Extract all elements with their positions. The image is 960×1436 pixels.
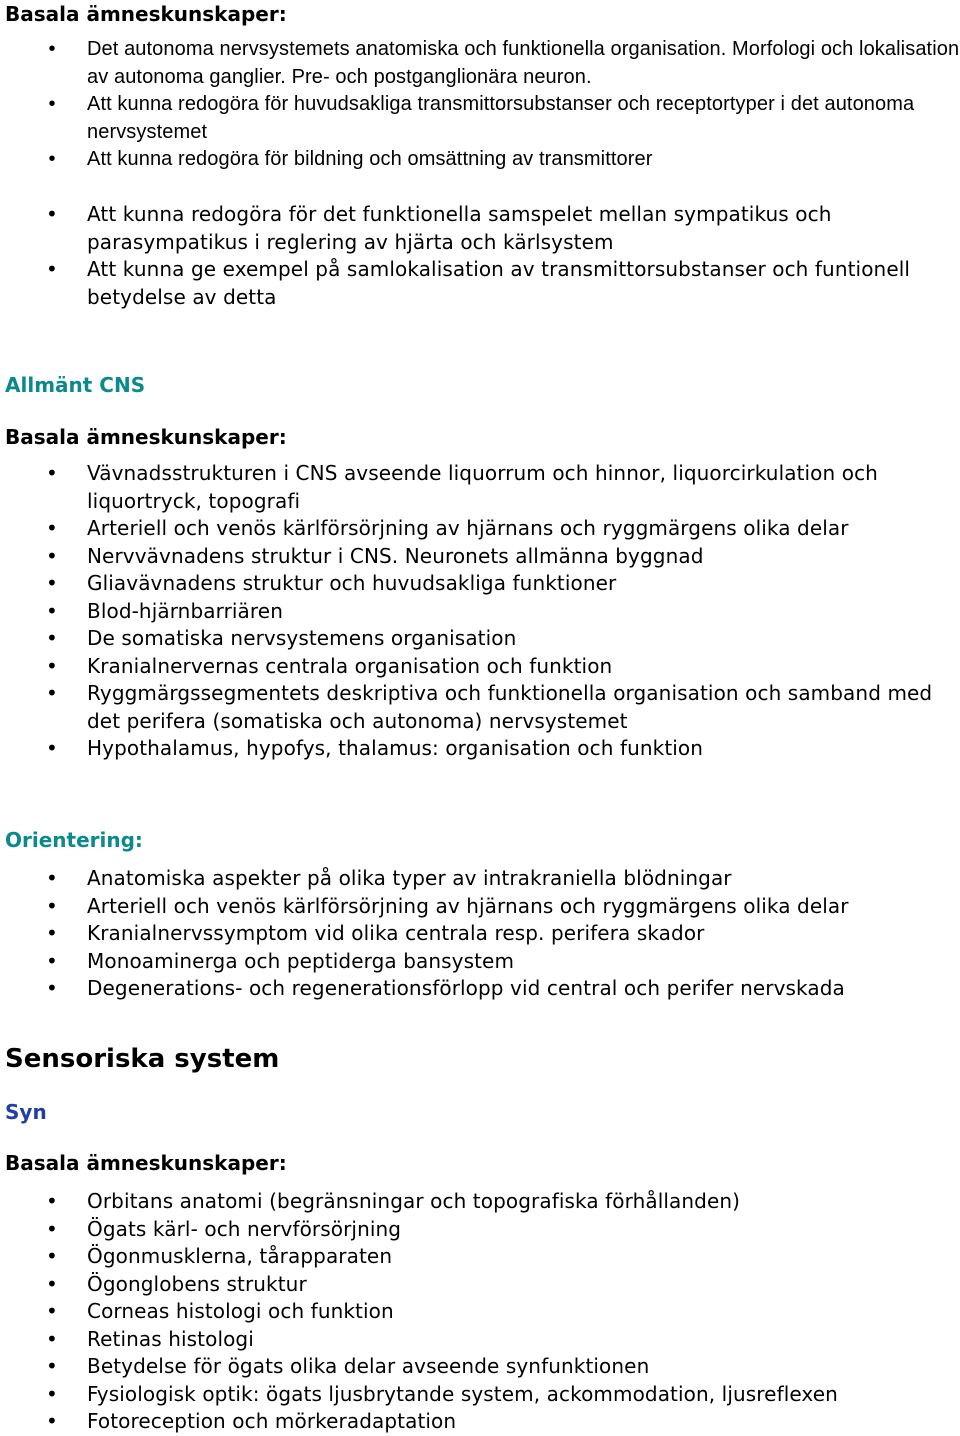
bullet-list-autonomic bbox=[0, 36, 960, 174]
list-item bbox=[0, 570, 960, 598]
section-heading-basala-2: Basala ämneskunskaper: bbox=[5, 425, 287, 449]
list-item-text: Det autonoma nervsystemets anatomiska och funktionella organisation. Morfologi och lokalisation av autonoma ganglier. Pre- och postganglionära neuron. bbox=[87, 38, 960, 88]
bullet-list-autonomic-cont bbox=[0, 201, 960, 311]
bullet-icon: • bbox=[46, 921, 58, 945]
list-item-text: Retinas histologi bbox=[87, 1326, 254, 1351]
bullet-icon: • bbox=[46, 681, 58, 705]
list-item-text: Att kunna redogöra för huvudsakliga transmittorsubstanser och receptortyper i det autonoma nervsystemet bbox=[87, 93, 915, 143]
bullet-list-syn bbox=[0, 1188, 960, 1436]
list-item-text: Att kunna redogöra för det funktionella samspelet mellan sympatikus och parasympatikus i reglering av hjärta och kärlsystem bbox=[87, 202, 832, 254]
list-item-text: Arteriell och venös kärlförsörjning av hjärnans och ryggmärgens olika delar bbox=[87, 893, 849, 918]
bullet-icon: • bbox=[46, 1409, 58, 1433]
list-item bbox=[0, 543, 960, 571]
bullet-icon: • bbox=[46, 653, 58, 678]
list-item-text: Nervvävnadens struktur i CNS. Neuronets allmänna byggnad bbox=[87, 543, 704, 568]
list-item bbox=[0, 1353, 960, 1381]
bullet-icon: • bbox=[46, 202, 58, 226]
section-heading-basala-1: Basala ämneskunskaper: bbox=[5, 2, 287, 26]
bullet-icon: • bbox=[46, 571, 58, 595]
list-item-text: De somatiska nervsystemens organisation bbox=[87, 626, 517, 650]
list-item bbox=[0, 1243, 960, 1271]
list-item bbox=[0, 598, 960, 626]
list-item-text: Gliavävnadens struktur och huvudsakliga funktioner bbox=[87, 571, 617, 595]
list-item-text: Ögonmusklerna, tårapparaten bbox=[87, 1244, 393, 1268]
list-item-text: Monoaminerga och peptiderga bansystem bbox=[87, 948, 515, 973]
bullet-icon: • bbox=[46, 736, 58, 760]
list-item-text: Blod-hjärnbarriären bbox=[87, 598, 283, 623]
list-item-text: Ögonglobens struktur bbox=[87, 1271, 307, 1296]
list-item bbox=[0, 893, 960, 921]
list-item bbox=[0, 865, 960, 893]
bullet-icon: • bbox=[46, 1381, 58, 1406]
list-item bbox=[0, 735, 960, 763]
bullet-icon: • bbox=[46, 543, 58, 568]
bullet-icon: • bbox=[46, 1189, 58, 1213]
list-item bbox=[0, 1216, 960, 1244]
list-item bbox=[0, 36, 960, 91]
bullet-list-orientering bbox=[0, 865, 960, 1003]
list-item bbox=[0, 625, 960, 653]
bullet-icon: • bbox=[46, 893, 58, 918]
list-item-text: Fotoreception och mörkeradaptation bbox=[87, 1409, 457, 1433]
bullet-icon: • bbox=[46, 948, 58, 973]
bullet-icon: • bbox=[46, 866, 58, 890]
list-item bbox=[0, 680, 960, 735]
list-item-text: Anatomiska aspekter på olika typer av intrakraniella blödningar bbox=[87, 866, 732, 890]
list-item bbox=[0, 1188, 960, 1216]
bullet-icon: • bbox=[48, 93, 56, 115]
bullet-list-cns bbox=[0, 460, 960, 763]
list-item-text: Ryggmärgssegmentets deskriptiva och funktionella organisation och samband med det perifera (somatiska och autonoma) nervsystemet bbox=[87, 681, 933, 733]
list-item-text: Betydelse för ögats olika delar avseende synfunktionen bbox=[87, 1354, 650, 1378]
bullet-icon: • bbox=[46, 1326, 58, 1351]
bullet-icon: • bbox=[46, 1271, 58, 1296]
bullet-icon: • bbox=[46, 626, 58, 650]
list-item-text: Kranialnervernas centrala organisation och funktion bbox=[87, 653, 613, 678]
list-item-text: Degenerations- och regenerationsförlopp vid central och perifer nervskada bbox=[87, 976, 845, 1000]
list-item bbox=[0, 1298, 960, 1326]
list-item bbox=[0, 920, 960, 948]
section-subtitle-syn: Syn bbox=[5, 1100, 47, 1124]
list-item bbox=[0, 948, 960, 976]
section-heading-orientering: Orientering: bbox=[5, 828, 143, 852]
bullet-icon: • bbox=[46, 516, 58, 540]
bullet-icon: • bbox=[46, 1354, 58, 1378]
bullet-icon: • bbox=[48, 148, 56, 170]
bullet-icon: • bbox=[46, 1244, 58, 1268]
section-title-allmant-cns: Allmänt CNS bbox=[5, 373, 146, 397]
list-item-text: Att kunna redogöra för bildning och omsättning av transmittorer bbox=[87, 148, 653, 170]
list-item bbox=[0, 1408, 960, 1436]
list-item bbox=[0, 201, 960, 256]
bullet-icon: • bbox=[46, 257, 58, 281]
list-item-text: Orbitans anatomi (begränsningar och topografiska förhållanden) bbox=[87, 1189, 741, 1213]
bullet-icon: • bbox=[46, 1299, 58, 1323]
list-item-text: Arteriell och venös kärlförsörjning av hjärnans och ryggmärgens olika delar bbox=[87, 516, 849, 540]
section-heading-basala-4: Basala ämneskunskaper: bbox=[5, 1151, 287, 1175]
list-item bbox=[0, 1326, 960, 1354]
list-item-text: Ögats kärl- och nervförsörjning bbox=[87, 1216, 402, 1241]
list-item bbox=[0, 256, 960, 311]
list-item bbox=[0, 653, 960, 681]
bullet-icon: • bbox=[46, 598, 58, 623]
bullet-icon: • bbox=[46, 461, 58, 485]
list-item bbox=[0, 1381, 960, 1409]
bullet-icon: • bbox=[48, 38, 56, 60]
section-title-sensoriska-system: Sensoriska system bbox=[5, 1044, 280, 1074]
list-item bbox=[0, 1271, 960, 1299]
list-item bbox=[0, 975, 960, 1003]
list-item bbox=[0, 515, 960, 543]
list-item bbox=[0, 91, 960, 146]
bullet-icon: • bbox=[46, 1216, 58, 1241]
list-item bbox=[0, 460, 960, 515]
list-item-text: Corneas histologi och funktion bbox=[87, 1299, 394, 1323]
bullet-icon: • bbox=[46, 976, 58, 1000]
list-item-text: Kranialnervssymptom vid olika centrala resp. perifera skador bbox=[87, 921, 705, 945]
list-item bbox=[0, 146, 960, 174]
list-item-text: Hypothalamus, hypofys, thalamus: organisation och funktion bbox=[87, 736, 704, 760]
list-item-text: Fysiologisk optik: ögats ljusbrytande system, ackommodation, ljusreflexen bbox=[87, 1381, 838, 1406]
list-item-text: Vävnadsstrukturen i CNS avseende liquorrum och hinnor, liquorcirkulation och liquortryck, topografi bbox=[87, 461, 878, 513]
list-item-text: Att kunna ge exempel på samlokalisation av transmittorsubstanser och funtionell betydelse av detta bbox=[87, 257, 911, 309]
